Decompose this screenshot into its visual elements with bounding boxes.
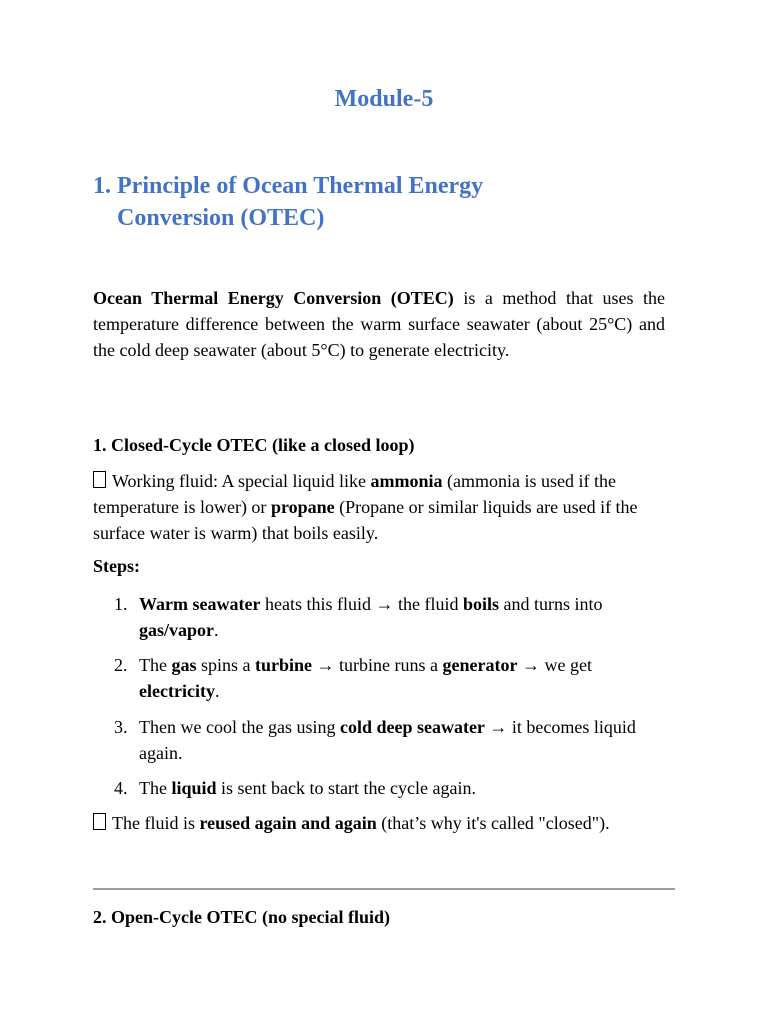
step-text: and turns into	[498, 594, 603, 614]
step-text: is sent back to start the cycle again.	[216, 778, 476, 798]
section-title: Principle of Ocean Thermal Energy Conversion (OTEC)	[117, 173, 484, 231]
reuse-bullet	[93, 810, 633, 836]
step-text: → it becomes liquid again.	[139, 717, 636, 763]
horizontal-divider	[93, 888, 675, 890]
open-cycle-heading: 2. Open-Cycle OTEC (no special fluid)	[93, 907, 391, 927]
step-bold: boils	[462, 594, 499, 614]
step-text: The	[139, 655, 172, 675]
section-number: 1.	[93, 173, 111, 199]
bullet-box-icon	[93, 813, 106, 830]
step-bold: liquid	[171, 778, 217, 798]
fluid-ammonia: ammonia	[370, 471, 443, 491]
step-number: 4.	[114, 778, 128, 798]
fluid-text-e: (Propane or similar liquids are used if the surface water is warm) that boils easily.	[93, 497, 638, 543]
step-bold: gas	[171, 655, 197, 675]
step-text: .	[214, 620, 219, 640]
steps-label: Steps:	[93, 556, 141, 576]
list-item	[114, 714, 674, 766]
reuse-text: (that’s why it's called "closed").	[376, 813, 610, 833]
step-bold: cold deep seawater	[339, 717, 485, 737]
step-text: → we get	[517, 655, 592, 675]
step-text: .	[214, 681, 220, 701]
closed-cycle-heading: 1. Closed-Cycle OTEC (like a closed loop)	[93, 435, 415, 455]
intro-text: is a method that uses the temperature difference between the warm surface seawater (about 25°C) and the cold deep seawater (about 5°C) to generate electricity.	[93, 288, 666, 360]
intro-paragraph	[93, 285, 665, 363]
step-bold: Warm seawater	[139, 594, 261, 614]
fluid-text-c: (ammonia is used if the temperature is lower) or	[93, 471, 616, 517]
reuse-text: The fluid is	[112, 813, 200, 833]
step-number: 3.	[114, 717, 128, 737]
step-text: → turbine runs a	[312, 655, 443, 675]
step-number: 2.	[114, 655, 128, 675]
list-item	[114, 591, 674, 643]
fluid-propane: propane	[270, 497, 335, 517]
reuse-bold: reused again and again	[199, 813, 377, 833]
list-item	[114, 652, 674, 704]
working-fluid-bullet	[93, 468, 673, 546]
step-number: 1.	[114, 594, 128, 614]
section-heading	[93, 170, 693, 234]
step-text: The	[139, 778, 172, 798]
step-bold: gas/vapor	[139, 620, 215, 640]
list-item	[114, 775, 674, 801]
intro-term: Ocean Thermal Energy Conversion (OTEC)	[93, 288, 454, 308]
bullet-box-icon	[93, 471, 106, 488]
fluid-text-a: Working fluid: A special liquid like	[112, 471, 371, 491]
module-title: Module-5	[334, 86, 434, 112]
step-bold: generator	[442, 655, 518, 675]
step-text: Then we cool the gas using	[139, 717, 340, 737]
step-text: spins a	[196, 655, 255, 675]
step-bold: turbine	[255, 655, 313, 675]
step-bold: electricity	[139, 681, 215, 701]
step-text: heats this fluid → the fluid	[260, 594, 463, 614]
